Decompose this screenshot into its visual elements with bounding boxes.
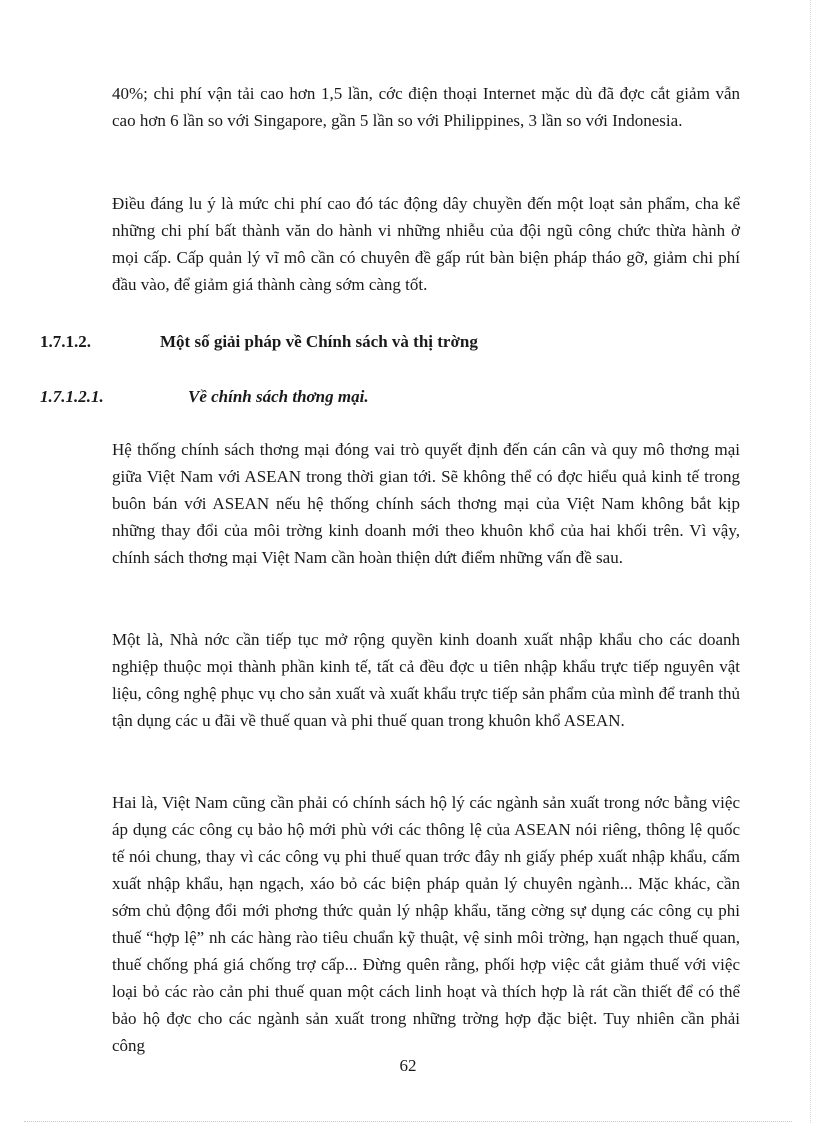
section-heading	[40, 330, 478, 354]
paragraph-trade-policy: Hệ thống chính sách thơng mại đóng vai trò quyết định đến cán cân và quy mô thơng mại giữa Việt Nam với ASEAN trong thời gian tới. Sẽ không thể có đợc hiểu quả kinh tế trong buôn bán với ASEAN nếu hệ thống chính sách thơng mại của Việt Nam không bắt kịp những thay đổi của môi trờng kinh doanh mới theo khuôn khổ của hai khối trên. Vì vậy, chính sách thơng mại Việt Nam cần hoàn thiện dứt điểm những vấn đề sau.	[112, 440, 740, 567]
subsection-heading	[40, 385, 369, 409]
subsection-title: Về chính sách thơng mại.	[188, 387, 369, 406]
paragraph-point-one: Một là, Nhà nớc cần tiếp tục mở rộng quyền kinh doanh xuất nhập khẩu cho các doanh nghiệp thuộc mọi thành phần kinh tế, tất cả đều đợc u tiên nhập khẩu trực tiếp nguyên vật liệu, công nghệ phục vụ cho sản xuất và xuất khẩu trực tiếp sản phẩm của mình để tranh thủ tận dụng các u đãi về thuế quan và phi thuế quan trong khuôn khổ ASEAN.	[112, 630, 740, 730]
bottom-divider	[24, 1121, 792, 1122]
page-number: 62	[399, 1056, 417, 1075]
paragraph-cost-impact: Điều đáng lu ý là mức chi phí cao đó tác động dây chuyền đến một loạt sản phẩm, cha kể những chi phí bất thành văn do hành vi những nhiễu của đội ngũ công chức thừa hành ở mọi cấp. Cấp quản lý vĩ mô cần có chuyên đề gấp rút bàn biện pháp tháo gỡ, giảm chi phí đầu vào, để giảm giá thành càng sớm càng tốt.	[112, 194, 740, 294]
paragraph-point-two: Hai là, Việt Nam cũng cần phải có chính sách hộ lý các ngành sản xuất trong nớc bằng việc áp dụng các công cụ bảo hộ mới phù với các thông lệ của ASEAN nói riêng, thông lệ quốc tế nói chung, thay vì các công vụ phi thuế quan trớc đây nh giấy phép xuất nhập khẩu, cấm xuất nhập khẩu, hạn ngạch, xáo bỏ các biện pháp quản lý chuyên ngành... Mặc khác, cần sớm chủ động đổi mới phơng thức quản lý nhập khẩu, tăng cờng sự dụng các công cụ phi thuế “hợp lệ” nh các hàng rào tiêu chuẩn kỹ thuật, vệ sinh môi trờng, hạn ngạch thuế quan, thuế chống phá giá chống trợ cấp... Đừng quên rằng, phối hợp việc cắt giảm thuế với việc loại bỏ các rào cản phi thuế quan một cách linh hoạt và thích hợp là rát cần thiết để có thể bảo hộ đợc cho các ngành sản xuất trong những trờng hợp đặc biệt. Tuy nhiên cần phải công	[112, 793, 740, 1055]
section-title: Một số giải pháp về Chính sách và thị trờng	[160, 332, 478, 351]
subsection-number: 1.7.1.2.1.	[40, 387, 104, 406]
paragraph-cost-comparison: 40%; chi phí vận tải cao hơn 1,5 lần, cớc điện thoại Internet mặc dù đã đợc cắt giảm vẫn cao hơn 6 lần so với Singapore, gần 5 lần so với Philippines, 3 lần so với Indonesia.	[112, 84, 740, 130]
section-number: 1.7.1.2.	[40, 332, 91, 351]
right-divider	[810, 0, 811, 1123]
